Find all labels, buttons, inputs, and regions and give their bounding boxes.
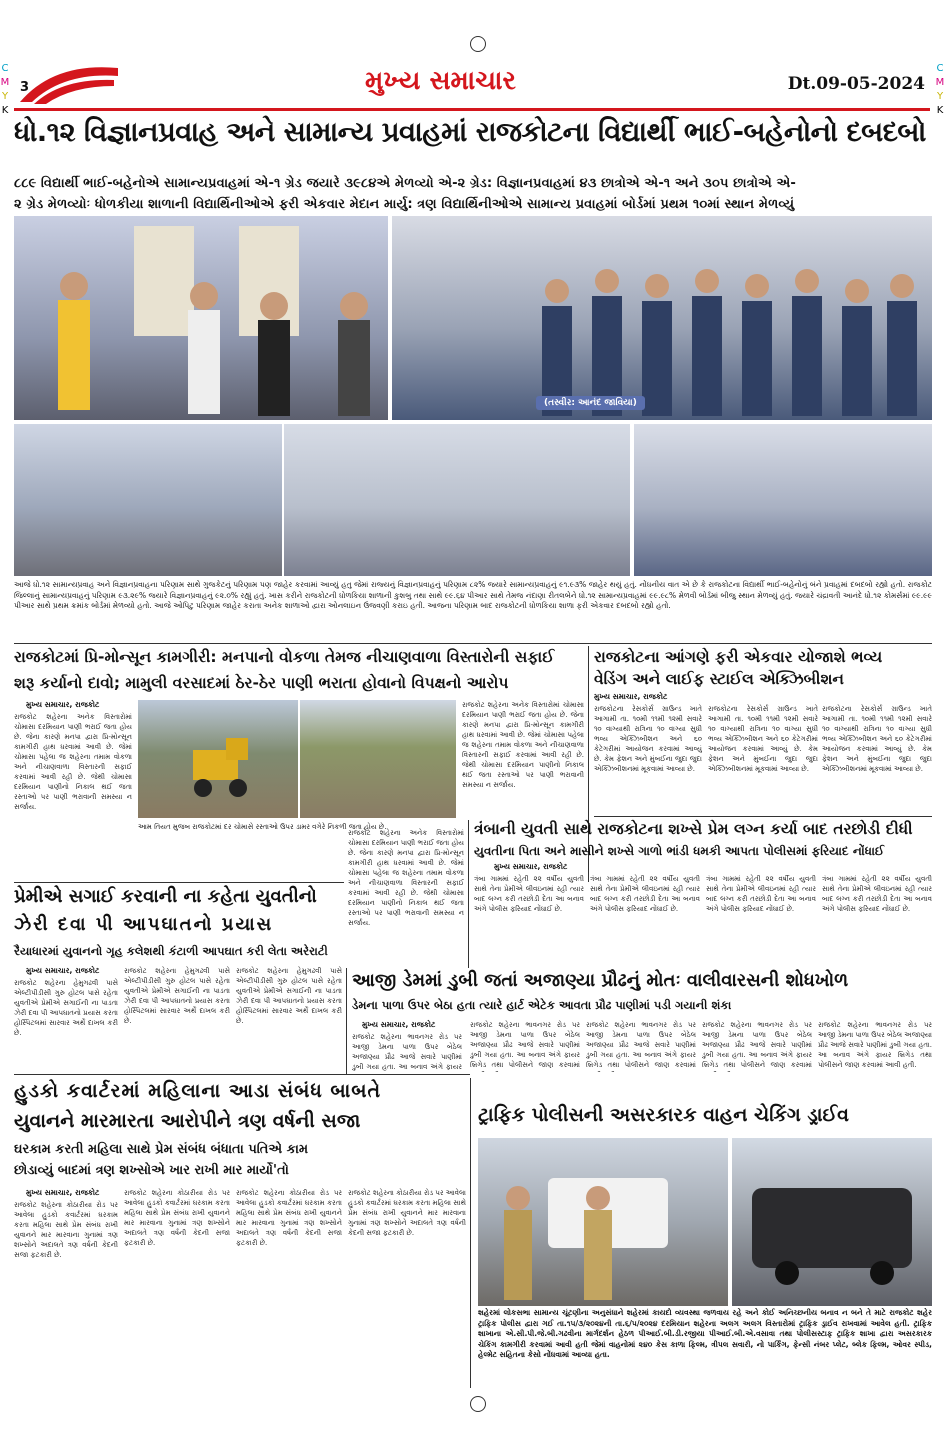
story6-body-4: રાજકોટ શહેરના ભાવનગર રોડ પર આજી ડેમના પાળા ઉપર બેઠેલ અજાણ્યા પ્રૌઢ આજે સવારે પાણીમાં ડુબી ગયા હતા. આ બનાવ અંગે ફાયર બ્રિગેડ તથા પોલીસને જાણ કરવામાં — [702, 1021, 812, 1069]
story2-body-col: રાજકોટ શહેરના અનેક વિસ્તારોમાં ચોમાસા દરમિયાન પાણી ભરાઈ જતા હોય છે. જેના કારણે મનપા દ્વારા પ્રિ-મોન્સૂન કામગીરી હાથ ધરવામાં આવી છે. જેમાં ચોમાસા પહેલા જ શહેરના તમામ વોકળા અને નીચાણવાળા વિસ્તારની સફાઈ કરવામાં આવી રહી છે. જેથી ચોમાસા દરમિયાન પાણીનો નિકાલ થઈ જતા રસ્તાઓ પર પાણી ભરાવાની સમસ્યા ન સર્જાય. — [462, 701, 584, 789]
story7-body-3: રાજકોટ શહેરના કોઠારીયા રોડ પર આવેલા હુડકો કવાર્ટરમાં ઘરકામ કરતા મહિલા સાથે પ્રેમ સંબંધ રાખી યુવાનને માર મારવાના ગુનામાં ત્રણ શખ્સોને અદાલતે ત્રણ વર્ષની કેદની સજા ફટકારી છે. — [236, 1189, 342, 1247]
story6-body-5: રાજકોટ શહેરના ભાવનગર રોડ પર આજી ડેમના પાળા ઉપર બેઠેલ અજાણ્યા પ્રૌઢ આજે સવારે પાણીમાં ડુબી ગયા હતા. આ બનાવ અંગે ફાયર બ્રિગેડ તથા પોલીસને જાણ કરવામાં આવી હતી. — [818, 1021, 932, 1069]
story6-body-2: રાજકોટ શહેરના ભાવનગર રોડ પર આજી ડેમના પાળા ઉપર બેઠેલ અજાણ્યા પ્રૌઢ આજે સવારે પાણીમાં ડુબી ગયા હતા. આ બનાવ અંગે ફાયર બ્રિગેડ તથા પોલીસને જાણ કરવામાં — [470, 1021, 580, 1069]
photo-credit-tag: (તસ્વીર: આનંદ જાવિયા) — [536, 396, 645, 410]
story8-headline: ટ્રાફિક પોલીસની અસરકારક વાહન ચેકિંગ ડ્રાઈવ — [478, 1104, 850, 1126]
registration-mark-top — [470, 36, 486, 52]
story3-body-2: રાજકોટના રેસકોર્સ ગ્રાઉન્ડ ખાતે આગામી તા. ૧૦મી ૧૧મી ૧૨મી સવારે ૧૦ વાગ્યાથી રાત્રિના ૧૦ વાગ્યા સુધી ભવ્ય એક્ઝિબીશન અને ૬૦ કેટેગરીમાં આયોજન કરવામાં આવ્યું છે. કેમ ફેશન અને મુંબઈના જુદા જુદા એક્ઝિબીશનમાં મૂકવામાં આવ્યા છે. — [708, 705, 818, 773]
story7-body-1: રાજકોટ શહેરના કોઠારીયા રોડ પર આવેલા હુડકો કવાર્ટરમાં ઘરકામ કરતા મહિલા સાથે પ્રેમ સંબંધ રાખી યુવાનને માર મારવાના ગુનામાં ત્રણ શખ્સોને અદાલતે ત્રણ વર્ષની કેદની સજા ફટકારી છે. — [14, 1201, 118, 1259]
story8-photo-police-check — [478, 1138, 728, 1306]
story4-body-1: ત્રંબા ગામમાં રહેતી ૨૨ વર્ષીય યુવતી સાથે તેના પ્રેમીએ લીવઇનમાં રહી ત્યાર બાદ લગ્ન કરી તરછોડી દેતા આ બનાવ અંગે પોલીસ ફરિયાદ નોંધાઈ છે. — [474, 875, 584, 913]
story1-caption: આજે ધો.૧૨ સામાન્યપ્રવાહ અને વિજ્ઞાનપ્રવાહના પરિણામ સાથે ગુજકેટનું પરિણામ પણ જાહેર કરવામાં આવ્યું હતુ જેમાં રાજ્યનું વિજ્ઞાનપ્રવાહનું પરિણામ ૮૨% જયારે સામાન્યપ્રવાહનું ૯૧.૯૩% જાહેર થયું હતું. નોંધનીય વાત એ છે કે રાજકોટના વિદ્યાર્થી ભાઈ-બહેનોનું બંને પ્રવાહમાં દબદબો રહ્યો હતો. રાજકોટ જિલ્લાનું સામાન્યપ્રવાહનું પરિણામ ૯૩.૨૯% જયારે વિજ્ઞાનપ્રવાહનું ૯૨.૦% રહ્યું હતું. ખાસ કરીને રાજકોટની ધોળકિયા શાળાની કુશબુ તથા સાથે ૯૯.૬૪ પીઆર સાથે તેમજ નંદાણા રીતલબેને ધો.૧૨ સામાન્યપ્રવાહમાં ૯૯.૯૮% મેળવી બોર્ડમાં બીજુ સ્થાન મેળવ્યું હતું. જયારે ચંદ્રાવતી આનંદે ધો.૧૨ કોમર્સમાં ૯૯.૯૯ પીઆર સાથે પ્રથમ ક્રમાંક બોર્ડમાં મેળવ્યો હતો. આજે ઓપિટુ પરિણામ જાહેર કરાતા અનેક શાળાઓ દ્વારા ઓનલાઇન ઉજવણી કરાઇ હતી. આજના પરિણામ બાદ રાજકોટની ધોળકિયા શાળા ફરી એકવાર દબદબો રહ્યો હતો. — [14, 580, 932, 610]
story4-body-3: ત્રંબા ગામમાં રહેતી ૨૨ વર્ષીય યુવતી સાથે તેના પ્રેમીએ લીવઇનમાં રહી ત્યાર બાદ લગ્ન કરી તરછોડી દેતા આ બનાવ અંગે પોલીસ ફરિયાદ નોંધાઈ છે. — [706, 875, 816, 913]
story8-photo-traffic — [732, 1138, 932, 1306]
issue-date: Dt.09-05-2024 — [787, 74, 925, 94]
color-bar-right: C M Y K — [935, 63, 945, 116]
story2-byline: મુખ્ય સમાચાર, રાજકોટ — [26, 700, 100, 709]
story1-photo-girls-group — [392, 216, 932, 420]
story2-headline-1: રાજકોટમાં પ્રિ-મોન્સૂન કામગીરી: મનપાનો વોકળા તેમજ નીચાણવાળા વિસ્તારોની સફાઈ — [14, 648, 555, 666]
story7-headline-1: હુડકો કવાર્ટરમાં મહિલાના આડા સંબંધ બાબતે — [14, 1080, 382, 1102]
story3-body-1: રાજકોટના રેસકોર્સ ગ્રાઉન્ડ ખાતે આગામી તા. ૧૦મી ૧૧મી ૧૨મી સવારે ૧૦ વાગ્યાથી રાત્રિના ૧૦ વાગ્યા સુધી ભવ્ય એક્ઝિબીશન અને ૬૦ કેટેગરીમાં આયોજન કરવામાં આવ્યું છે. કેમ ફેશન અને મુંબઈના જુદા જુદા એક્ઝિબીશનમાં મૂકવામાં આવ્યા છે. — [594, 705, 702, 773]
story1-photo-dance-2 — [284, 424, 630, 576]
story6-body-3: રાજકોટ શહેરના ભાવનગર રોડ પર આજી ડેમના પાળા ઉપર બેઠેલ અજાણ્યા પ્રૌઢ આજે સવારે પાણીમાં ડુબી ગયા હતા. આ બનાવ અંગે ફાયર બ્રિગેડ તથા પોલીસને જાણ કરવામાં — [586, 1021, 696, 1069]
story5-body-1: રાજકોટ શહેરના હેમુગઢવી પાસે એલ્ટીપીડીસી ગુરુ હોટલ પાસે રહેતા યુવતીએ પ્રેમીએ સગાઈની ના પાડતા ઝેરી દવા પી આપઘાતનો પ્રયાસ કરતા હોસ્પિટલમાં સારવાર અર્થે દાખલ કરી છે. — [14, 979, 118, 1037]
story5-byline: મુખ્ય સમાચાર, રાજકોટ — [26, 966, 100, 975]
story2-headline-2: શરૂ કર્યાનો દાવો; મામુલી વરસાદમાં ઠેર-ઠેર પાણી ભરાતા હોવાનો વિપક્ષનો આરોપ — [14, 674, 509, 692]
story1-photo-celebration — [14, 216, 388, 420]
story7-byline: મુખ્ય સમાચાર, રાજકોટ — [26, 1188, 100, 1197]
story1-subhead-2: ૨ ગ્રેડ મેળવ્યોઃ ધોળકીયા શાળાની વિદ્યાર્થિનીઓએ ફરી એકવાર મેદાન માર્યુ: ત્રણ વિદ્યાર્થિનીઓએ સામાન્ય પ્રવાહમાં બોર્ડમાં પ્રથમ ૧૦માં સ્થાન મેળવ્યું — [14, 197, 795, 212]
story8-caption: શહેરમાં લોકસભા સામાન્ય ચૂંટણીના અનુસંધાને શહેરમાં કાયદો વ્યવસ્થા જળવાય રહે અને કોઈ અનિચ્છનીય બનાવ ન બને તે માટે રાજકોટ શહેર ટ્રાફિક પોલીસ દ્વારા ગઈ તા.૧૫/૩/૨૦૨૪ની તા.૬/૫/૨૦૨૪ દરમિયાન શહેરના અલગ અલગ વિસ્તારોમાં ટ્રાફિક ડ્રાઈવ રાખવામાં આવેલ હતી. ટ્રાફિક શાખાના એ.સી.પી.જે.બી.ગઢવીના માર્ગદર્શન હેઠળ પીઆઈ.બી.ડી.રજીયા પીઆઈ.બી.એ.વસાવા તથા પોલીસસ્ટાફ ટ્રાફિક શાખા દ્વારા અસરકારક ચેકિંગ કામગીરી કરવામાં આવી હતી જેમાં વાહનોમાં ૨૪૦ કેસ કાળા ફિલ્મ, ત્રીપલ સવારી, નો પાર્કિંગ, ફેન્સી નંબર પ્લેટ, બ્લેક ફિલ્મ, ઓવર સ્પીડ, હેલ્મેટ સહિતના કેસો નોંધવામાં આવ્યા હતા. — [478, 1308, 932, 1359]
story4-headline-1: ત્રંબાની યુવતી સાથે રાજકોટના શખ્સે પ્રેમ લગ્ન કર્યા બાદ તરછોડી દીધી — [474, 820, 913, 838]
story2-photo-drain — [300, 700, 456, 818]
story5-headline-2: ઝેરી દવા પી આપઘાતનો પ્રયાસ — [14, 914, 274, 935]
story5-body-2: રાજકોટ શહેરના હેમુગઢવી પાસે એલ્ટીપીડીસી ગુરુ હોટલ પાસે રહેતા યુવતીએ પ્રેમીએ સગાઈની ના પાડતા ઝેરી દવા પી આપઘાતનો પ્રયાસ કરતા હોસ્પિટલમાં સારવાર અર્થે દાખલ કરી છે. — [124, 967, 230, 1025]
story3-body-3: રાજકોટના રેસકોર્સ ગ્રાઉન્ડ ખાતે આગામી તા. ૧૦મી ૧૧મી ૧૨મી સવારે ૧૦ વાગ્યાથી રાત્રિના ૧૦ વાગ્યા સુધી ભવ્ય એક્ઝિબીશન અને ૬૦ કેટેગરીમાં આયોજન કરવામાં આવ્યું છે. કેમ ફેશન અને મુંબઈના જુદા જુદા એક્ઝિબીશનમાં મૂકવામાં આવ્યા છે. — [822, 705, 932, 773]
story7-body-2: રાજકોટ શહેરના કોઠારીયા રોડ પર આવેલા હુડકો કવાર્ટરમાં ઘરકામ કરતા મહિલા સાથે પ્રેમ સંબંધ રાખી યુવાનને માર મારવાના ગુનામાં ત્રણ શખ્સોને અદાલતે ત્રણ વર્ષની કેદની સજા ફટકારી છે. — [124, 1189, 230, 1247]
story3-byline: મુખ્ય સમાચાર, રાજકોટ — [594, 692, 668, 701]
story2-caption: આમ તિયત મુજબ રાજકોટમાં દર ચોમાસે રસ્તાઓ ઉપર ડામર વગેરે નિકળી જતા હોય છે. — [138, 823, 387, 831]
story6-headline-2: ડેમના પાળા ઉપર બેઠા હતા ત્યારે હાર્ટ એટેક આવતા પ્રૌઢ પાણીમાં પડી ગયાની શંકા — [352, 998, 732, 1012]
story4-headline-2: યુવતીના પિતા અને માસીને શખ્સે ગાળો ભાંડી ધમકી આપતા પોલીસમાં ફરિયાદ નોંધાઈ — [474, 844, 885, 858]
story7-body-4: રાજકોટ શહેરના કોઠારીયા રોડ પર આવેલા હુડકો કવાર્ટરમાં ઘરકામ કરતા મહિલા સાથે પ્રેમ સંબંધ રાખી યુવાનને માર મારવાના ગુનામાં ત્રણ શખ્સોને અદાલતે ત્રણ વર્ષની કેદની સજા ફટકારી છે. — [348, 1189, 466, 1237]
page-number: 3 — [20, 80, 30, 95]
story4-body-2: ત્રંબા ગામમાં રહેતી ૨૨ વર્ષીય યુવતી સાથે તેના પ્રેમીએ લીવઇનમાં રહી ત્યાર બાદ લગ્ન કરી તરછોડી દેતા આ બનાવ અંગે પોલીસ ફરિયાદ નોંધાઈ છે. — [590, 875, 700, 913]
story7-subhead-1: ઘરકામ કરતી મહિલા સાથે પ્રેમ સંબંધ બંધાતા પતિએ કામ — [14, 1142, 309, 1157]
color-bar-left: C M Y K — [0, 63, 10, 116]
story6-body-1: રાજકોટ શહેરના ભાવનગર રોડ પર આજી ડેમના પાળા ઉપર બેઠેલ અજાણ્યા પ્રૌઢ આજે સવારે પાણીમાં ડુબી ગયા હતા. આ બનાવ અંગે ફાયર — [352, 1033, 462, 1071]
story3-headline-1: રાજકોટના આંગણે ફરી એકવાર યોજાશે ભવ્ય — [594, 648, 883, 666]
story7-headline-2: યુવાનને મારમારતા આરોપીને ત્રણ વર્ષની સજા — [14, 1110, 361, 1132]
story2-body-cont: રાજકોટ શહેરના અનેક વિસ્તારોમાં ચોમાસા દરમિયાન પાણી ભરાઈ જતા હોય છે. જેના કારણે મનપા દ્વારા પ્રિ-મોન્સૂન કામગીરી હાથ ધરવામાં આવી છે. જેમાં ચોમાસા પહેલા જ શહેરના તમામ વોકળા અને નીચાણવાળા વિસ્તારની સફાઈ કરવામાં આવી રહી છે. જેથી ચોમાસા દરમિયાન પાણીનો નિકાલ થઈ જતા રસ્તાઓ પર પાણી ભરાવાની સમસ્યા ન સર્જાય. — [348, 829, 464, 927]
story1-subhead-1: ૮૮૯ વિદ્યાર્થી ભાઈ-બહેનોએ સામાન્યપ્રવાહમાં એ-૧ ગ્રેડ જયારે ૩૯૮૪એ મેળવ્યો એ-૨ ગ્રેડ: વિજ્ઞાનપ્રવાહમાં ૪૩ છાત્રોએ એ-૧ અને ૩૦૫ છાત્રોએ એ- — [14, 176, 796, 191]
story1-headline: ધો.૧૨ વિજ્ઞાનપ્રવાહ અને સામાન્ય પ્રવાહમાં રાજકોટના વિદ્યાર્થી ભાઈ-બહેનોનો દબદબો — [14, 116, 926, 148]
story3-headline-2: વેડિંગ અને લાઈફ સ્ટાઈલ એક્ઝિબીશન — [594, 670, 844, 688]
story6-byline: મુખ્ય સમાચાર, રાજકોટ — [362, 1020, 436, 1029]
story6-headline-1: આજી ડેમમાં ડુબી જતાં અજાણ્યા પ્રૌઢનું મોતઃ વાલીવારસની શોધખોળ — [352, 970, 849, 991]
registration-mark-bottom — [470, 1396, 486, 1412]
story4-body-4: ત્રંબા ગામમાં રહેતી ૨૨ વર્ષીય યુવતી સાથે તેના પ્રેમીએ લીવઇનમાં રહી ત્યાર બાદ લગ્ન કરી તરછોડી દેતા આ બનાવ અંગે પોલીસ ફરિયાદ નોંધાઈ છે. — [822, 875, 932, 913]
story2-body: રાજકોટ શહેરના અનેક વિસ્તારોમાં ચોમાસા દરમિયાન પાણી ભરાઈ જતા હોય છે. જેના કારણે મનપા દ્વારા પ્રિ-મોન્સૂન કામગીરી હાથ ધરવામાં આવી છે. જેમાં ચોમાસા પહેલા જ શહેરના તમામ વોકળા અને નીચાણવાળા વિસ્તારની સફાઈ કરવામાં આવી રહી છે. જેથી ચોમાસા દરમિયાન પાણીનો નિકાલ થઈ જતા રસ્તાઓ પર પાણી ભરાવાની સમસ્યા ન સર્જાય. — [14, 713, 132, 811]
story1-photo-dance-1 — [14, 424, 282, 576]
story4-byline: મુખ્ય સમાચાર, રાજકોટ — [494, 862, 568, 871]
newspaper-logo — [14, 62, 122, 108]
story5-headline-1: પ્રેમીએ સગાઈ કરવાની ના કહેતા યુવતીનો — [14, 886, 317, 907]
story2-photo-jcb — [138, 700, 298, 818]
masthead-rule — [14, 108, 930, 111]
story7-subhead-2: છોડાવ્યું બાદમાં ત્રણ શખ્સોએ ખાર રાખી માર માર્યો'તો — [14, 1163, 289, 1178]
story5-body-3: રાજકોટ શહેરના હેમુગઢવી પાસે એલ્ટીપીડીસી ગુરુ હોટલ પાસે રહેતા યુવતીએ પ્રેમીએ સગાઈની ના પાડતા ઝેરી દવા પી આપઘાતનો પ્રયાસ કરતા હોસ્પિટલમાં સારવાર અર્થે દાખલ કરી છે. — [236, 967, 342, 1025]
story5-subhead: રૈયાધારમાં યુવાનનો ગૃહ કલેશથી કંટાળી આપઘાત કરી લેતા અરેરાટી — [14, 944, 328, 958]
story1-photo-dance-3 — [634, 424, 932, 576]
section-title: મુખ્ય સમાચાર — [365, 66, 516, 96]
